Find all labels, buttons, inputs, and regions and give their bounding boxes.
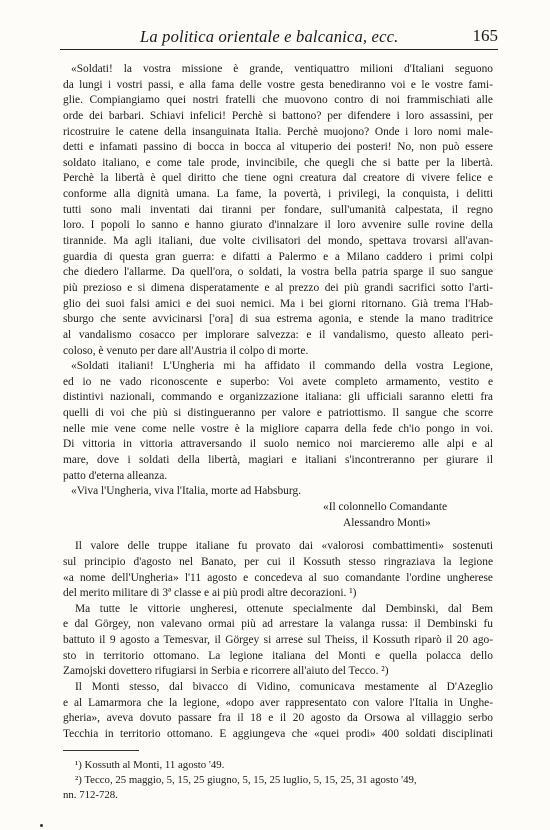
text-line: tirannide. Ma agli italiani, due volte civilisatori del mondo, spettava trovarsi all'avan-: [63, 235, 493, 248]
text-line: conforme alla dignità umana. La fame, la povertà, i privilegi, la conquista, i delitti: [63, 188, 493, 201]
text-line: Zamojski dovettero rifugiarsi in Serbia e ricorrere all'aiuto del Tecco. ²): [63, 665, 389, 678]
text-line: «a nome dell'Ungheria» l'11 agosto e concedeva al suo comandante l'ordine ungherese: [63, 571, 493, 584]
text-line: ricostruire le catene della insanguinata Italia. Perchè muojono? Onde i loro nomi male-: [63, 125, 493, 138]
text-line: da lungi i vostri passi, e alla fama delle vostre gesta benediranno voi e le vostre fami-: [63, 78, 493, 91]
text-line: sto in territorio ottomano. La legione italiana del Monti e quella polacca dello: [63, 649, 493, 662]
text-line: mare, dove i soldati della libertà, magiari e italiani s'incontreranno per giurare il: [63, 454, 493, 467]
text-line: coloso, è venuto per dare all'Austria il colpo di morte.: [63, 344, 309, 357]
text-line: «Soldati italiani! L'Ungheria mi ha affidato il commando della vostra Legione,: [71, 360, 493, 373]
paragraph-gap: [63, 531, 493, 539]
footnote-line: nn. 712-728.: [63, 789, 118, 801]
text-line: glio dei suoi falsi amici e dei suoi nemici. Ma i bei giorni ritornano. Già trema l'Hab-: [63, 297, 493, 310]
text-line: Ma tutte le vittorie ungheresi, ottenute specialmente dal Dembinski, dal Bem: [75, 602, 493, 615]
footnote-line: ¹) Kossuth al Monti, 11 agosto '49.: [75, 759, 225, 771]
text-line: patto d'eterna alleanza.: [63, 469, 168, 482]
signature-name: Alessandro Monti»: [343, 516, 431, 529]
text-line: Tecchia in territorio ottomano. E aggiungeva che «quei prodi» 400 soldati disciplinati: [63, 727, 493, 740]
narrative-text: [63, 539, 493, 742]
text-line: distintivi nazionali, commando e organizzazione italiana: gli ufficiali saranno eletti fra: [63, 391, 493, 404]
text-line: e dal Görgey, non valevano ormai più ad arrestare la valanga russa: il Dembinski fu: [63, 618, 493, 631]
text-line: Il Monti stesso, dal bivacco di Vidino, comunicava mestamente al D'Azeglio: [75, 680, 493, 693]
text-line: del merito militare di 3ª classe e ai più prodi altre decorazioni. ¹): [63, 587, 357, 600]
text-line: sul principio d'agosto nel Banato, per cui il Kossuth stesso ringraziava la legione: [63, 555, 493, 568]
footnote-rule: [63, 750, 139, 751]
text-line: soldato italiano, e come tale prode, invincibile, che quegli che si batte per la libertà.: [63, 156, 493, 169]
text-line: loro. I popoli lo sanno e hanno giurato d'innalzare il loro avvenire sulle rovine della: [63, 219, 493, 232]
text-line: al vandalismo cosacco per implorare salvezza: e il vandalismo, questo alleato peri-: [63, 328, 493, 341]
page-header: [60, 25, 498, 50]
text-line: Di vittoria in vittoria attraversando il suolo nemico noi marcieremo alle alpi e al: [63, 438, 493, 451]
text-line: guardia di questa gran guerra: e difatti a Palermo e a Milano caddero i primi colpi: [63, 250, 493, 263]
text-line: ed io ne vado riconoscente e superbo: Voi avete completo armamento, vestito e: [63, 375, 493, 388]
text-line: più prezioso e si dimena disperatamente e al prezzo dei più grandi sacrifici sotto l'arti-: [63, 281, 493, 294]
text-line: tutti sono mali inventati dai tiranni per fondare, sull'umanità calpestata, il regno: [63, 203, 493, 216]
page-number: 165: [472, 26, 498, 45]
footnote-line: ²) Tecco, 25 maggio, 5, 15, 25 giugno, 5, 15, 25 luglio, 5, 15, 25, 31 agosto '49,: [75, 774, 417, 786]
text-line: «Viva l'Ungheria, viva l'Italia, morte ad Habsburg.: [71, 485, 302, 498]
text-line: quelli di voi che più si distingueranno per valore e patriottismo. Il sangue che scorre: [63, 407, 493, 420]
running-title: La politica orientale e balcanica, ecc.: [140, 27, 399, 46]
text-line: gheria», aveva dovuto passare fra il 18 e il 20 agosto da Orsowa al villaggio serbo: [63, 712, 493, 725]
footnotes: [63, 758, 493, 803]
text-line: sburgo che sente avvicinarsi ['ora] di sua estrema agonia, e stende la mano traditrice: [63, 313, 493, 326]
text-line: glie. Compiangiamo quei nostri fratelli che muovono contro di noi frammischiati alle: [63, 94, 493, 107]
signature-title: «Il colonnello Comandante: [323, 500, 448, 513]
proclamation-text: [63, 62, 493, 500]
text-line: battuto il 9 agosto a Temesvar, il Görgey si arrese sul Theiss, il Kossuth riparò il 20 ago-: [63, 634, 493, 647]
text-line: orde dei barbari. Schiavi infelici! Perchè si battono? per difendere i loro assassini, per: [63, 109, 493, 122]
text-line: nelle mie vene come nelle vostre è la migliore caparra della fede ch'io pongo in voi.: [63, 422, 493, 435]
text-line: e al Lamarmora che la legione, «dopo aver rappresentato con valore l'Italia in Unghe-: [63, 696, 493, 709]
text-line: che diedero l'allarme. Da quell'ora, o soldati, la vostra bella patria sparge il suo sangue: [63, 266, 493, 279]
text-line: Il valore delle truppe italiane fu provato dai «valorosi combattimenti» sostenuti: [75, 540, 493, 553]
text-line: «Soldati! la vostra missione è grande, ventiquattro milioni d'Italiani seguono: [71, 63, 493, 75]
page-speck: [40, 824, 43, 827]
main-text: [63, 62, 493, 743]
text-line: Perchè la libertà è quel diritto che tiene ogni creatura dal creatore di vivere felice e: [63, 172, 493, 185]
text-line: detti e infamati passino di bocca in bocca al vituperio dei posteri! No, non può essere: [63, 141, 493, 154]
